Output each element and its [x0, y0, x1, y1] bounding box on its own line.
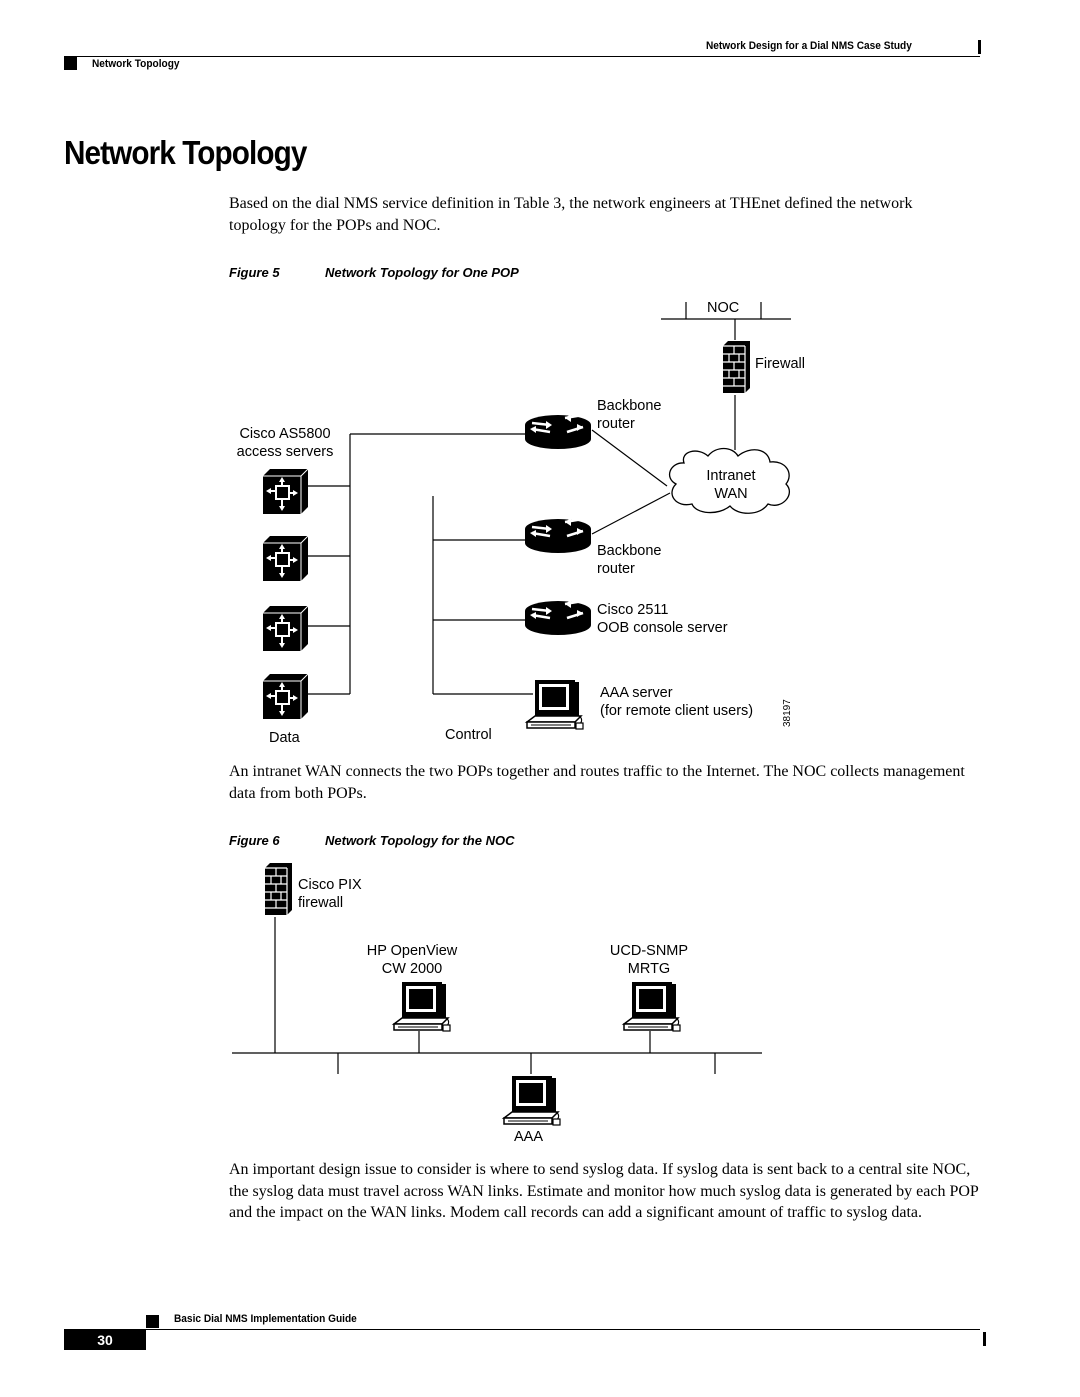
paragraph-intro: Based on the dial NMS service definition in Table 3, the network engineers at THEnet defined the network topology for the POPs and NOC.: [229, 195, 913, 234]
label-line: router: [597, 416, 635, 432]
footer-bar-right: [983, 1332, 986, 1346]
figure5-id: 38197: [782, 699, 793, 727]
label-line: MRTG: [627, 961, 671, 977]
pix-firewall-icon: [265, 863, 292, 915]
aaa-label: AAA: [514, 1129, 544, 1145]
figure6-caption: Network Topology for the NOC: [325, 833, 515, 848]
aaa-server-pc-icon: [527, 680, 583, 729]
access-server-3-icon: [263, 606, 308, 651]
firewall-icon: [723, 341, 750, 393]
label-line: HP OpenView: [366, 943, 458, 959]
footer-rule: [64, 1329, 980, 1330]
pix-firewall-label: [298, 876, 362, 912]
access-server-1-icon: [263, 469, 308, 514]
label-line: router: [597, 561, 635, 577]
label-line: firewall: [298, 895, 344, 911]
data-label: Data: [269, 730, 300, 746]
figure6-diagram: [0, 860, 1080, 1140]
router2-to-wan: [592, 493, 670, 534]
figure6-number: Figure 6: [229, 833, 280, 848]
label-line: AAA server: [600, 685, 673, 701]
page-number: 30: [97, 1332, 113, 1348]
header-section: Network Topology: [92, 58, 180, 70]
cisco-as5800-label: [228, 425, 342, 461]
hp-openview-pc-icon: [394, 982, 450, 1031]
label-line: UCD-SNMP: [609, 943, 689, 959]
aaa-pc-icon: [504, 1076, 560, 1125]
page-title: Network Topology: [64, 134, 307, 171]
label-line: (for remote client users): [600, 703, 754, 719]
label-line: Cisco PIX: [298, 877, 362, 893]
figure5-caption: Network Topology for One POP: [325, 265, 519, 280]
cisco-2511-label: [597, 601, 728, 637]
backbone-router-1-label: [597, 397, 662, 433]
running-title: Network Design for a Dial NMS Case Study: [706, 40, 912, 52]
footer-guide-title: Basic Dial NMS Implementation Guide: [174, 1313, 357, 1325]
ucd-snmp-label: [599, 942, 699, 978]
control-label: Control: [445, 727, 492, 743]
label-line: Backbone: [597, 398, 662, 414]
label-line: access servers: [236, 444, 334, 460]
firewall-label: Firewall: [755, 356, 805, 372]
aaa-server-label: [600, 684, 753, 720]
noc-label: NOC: [707, 300, 740, 316]
access-server-4-icon: [263, 674, 308, 719]
access-server-2-icon: [263, 536, 308, 581]
label-line: WAN: [714, 486, 748, 502]
label-line: CW 2000: [381, 961, 443, 977]
label-line: Intranet: [706, 468, 756, 484]
backbone-router-2-label: [597, 542, 662, 578]
label-line: Cisco 2511: [597, 602, 669, 618]
paragraph-syslog: An important design issue to consider is where to send syslog data. If syslog data is sent back to a central site NOC, the syslog data must travel across WAN links. Estimate and monitor how much syslog data is generated by each POP and the impact on the WAN links. Modem call records can add a significant amount of traffic to syslog data.: [229, 1161, 979, 1221]
intranet-wan-label: [696, 467, 766, 503]
backbone-router-1-icon: [525, 414, 591, 449]
cisco-2511-router-icon: [525, 600, 591, 635]
backbone-router-2-icon: [525, 518, 591, 553]
paragraph-intranet: An intranet WAN connects the two POPs together and routes traffic to the Internet. The NOC collects management data from both POPs.: [229, 763, 965, 802]
label-line: Cisco AS5800: [239, 426, 331, 442]
hp-openview-label: [362, 942, 462, 978]
footer-square: [146, 1315, 159, 1328]
figure5-number: Figure 5: [229, 265, 280, 280]
label-line: Backbone: [597, 543, 662, 559]
label-line: OOB console server: [597, 620, 728, 636]
ucd-snmp-pc-icon: [624, 982, 680, 1031]
router1-to-wan: [592, 430, 667, 486]
